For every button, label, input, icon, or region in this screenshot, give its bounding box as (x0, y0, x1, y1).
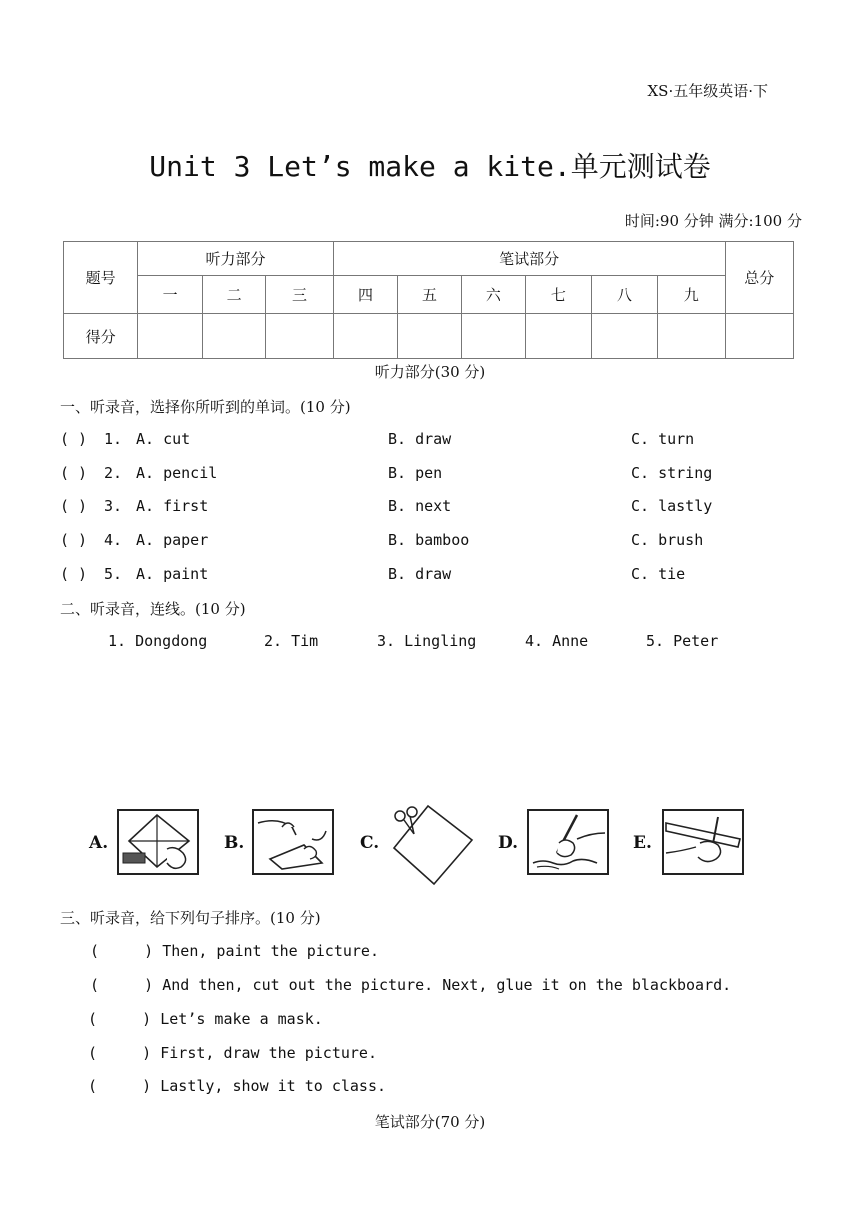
answer-blank[interactable]: ( ) (60, 430, 88, 448)
col-7: 七 (526, 276, 591, 314)
score-table (63, 241, 794, 359)
writing-label: 笔试部分 (333, 242, 725, 276)
picture-label-c: C. (360, 833, 380, 853)
question-row (60, 565, 800, 589)
option-b: B. next (388, 497, 452, 515)
question-number: 2. (104, 464, 123, 482)
writing-heading: 笔试部分(70 分) (374, 1113, 486, 1131)
ordering-sentence[interactable]: ( ) And then, cut out the picture. Next, glue it on the blackboard. (90, 976, 732, 994)
total-label: 总分 (725, 242, 793, 314)
option-a: A. pencil (136, 464, 218, 482)
question-number: 1. (104, 430, 123, 448)
score-cell[interactable] (202, 314, 265, 359)
col-4: 四 (333, 276, 397, 314)
score-label: 得分 (64, 314, 138, 359)
col-8: 八 (591, 276, 657, 314)
tying-bamboo-picture[interactable] (662, 809, 744, 875)
score-cell[interactable] (266, 314, 333, 359)
cutting-paper-picture[interactable] (388, 800, 476, 886)
option-a: A. first (136, 497, 209, 515)
question-row (60, 464, 800, 488)
score-cell[interactable] (658, 314, 725, 359)
time-info: 时间:90 分钟 满分:100 分 (624, 212, 802, 230)
picture-label-a: A. (89, 833, 109, 853)
name-item[interactable]: 1. Dongdong (108, 632, 208, 650)
section2-heading: 二、听录音，连线。(10 分) (60, 600, 246, 618)
total-cell[interactable] (725, 314, 793, 359)
ordering-sentence[interactable]: ( ) First, draw the picture. (88, 1044, 377, 1062)
option-b: B. pen (388, 464, 443, 482)
section3-heading: 三、听录音，给下列句子排序。(10 分) (60, 909, 321, 927)
ordering-sentence[interactable]: ( ) Then, paint the picture. (90, 942, 379, 960)
picture-label-b: B. (224, 833, 245, 853)
score-cell[interactable] (526, 314, 591, 359)
question-row (60, 497, 800, 521)
kite-tying-picture[interactable] (117, 809, 199, 875)
picture-label-e: E. (633, 833, 652, 853)
listening-heading: 听力部分(30 分) (374, 363, 486, 381)
col-9: 九 (658, 276, 725, 314)
option-c: C. brush (631, 531, 704, 549)
option-c: C. turn (631, 430, 695, 448)
col-1: 一 (138, 276, 202, 314)
name-item[interactable]: 2. Tim (264, 632, 319, 650)
option-a: A. paper (136, 531, 209, 549)
ordering-sentence[interactable]: ( ) Let’s make a mask. (88, 1010, 323, 1028)
score-cell[interactable] (461, 314, 525, 359)
question-row (60, 531, 800, 555)
name-item[interactable]: 5. Peter (646, 632, 719, 650)
ordering-sentence[interactable]: ( ) Lastly, show it to class. (88, 1077, 387, 1095)
question-row (60, 430, 800, 454)
option-a: A. cut (136, 430, 191, 448)
page-title: Unit 3 Let’s make a kite.单元测试卷 (149, 150, 711, 183)
answer-blank[interactable]: ( ) (60, 531, 88, 549)
question-number: 5. (104, 565, 123, 583)
answer-blank[interactable]: ( ) (60, 497, 88, 515)
option-c: C. lastly (631, 497, 713, 515)
name-item[interactable]: 3. Lingling (377, 632, 477, 650)
option-c: C. tie (631, 565, 686, 583)
option-a: A. paint (136, 565, 209, 583)
section1-heading: 一、听录音，选择你所听到的单词。(10 分) (60, 398, 351, 416)
option-b: B. draw (388, 430, 452, 448)
gluing-picture[interactable] (252, 809, 334, 875)
option-b: B. bamboo (388, 531, 470, 549)
score-cell[interactable] (591, 314, 657, 359)
name-item[interactable]: 4. Anne (525, 632, 589, 650)
answer-blank[interactable]: ( ) (60, 464, 88, 482)
option-b: B. draw (388, 565, 452, 583)
listening-label: 听力部分 (138, 242, 333, 276)
col-3: 三 (266, 276, 333, 314)
col-6: 六 (461, 276, 525, 314)
question-number: 4. (104, 531, 123, 549)
picture-label-d: D. (498, 833, 519, 853)
painting-picture[interactable] (527, 809, 609, 875)
score-cell[interactable] (138, 314, 202, 359)
header-tag: XS·五年级英语·下 (647, 82, 768, 100)
option-c: C. string (631, 464, 713, 482)
row-label: 题号 (64, 242, 138, 314)
question-number: 3. (104, 497, 123, 515)
score-cell[interactable] (333, 314, 397, 359)
name-list (0, 632, 860, 656)
answer-blank[interactable]: ( ) (60, 565, 88, 583)
score-cell[interactable] (398, 314, 461, 359)
col-2: 二 (202, 276, 265, 314)
col-5: 五 (398, 276, 461, 314)
